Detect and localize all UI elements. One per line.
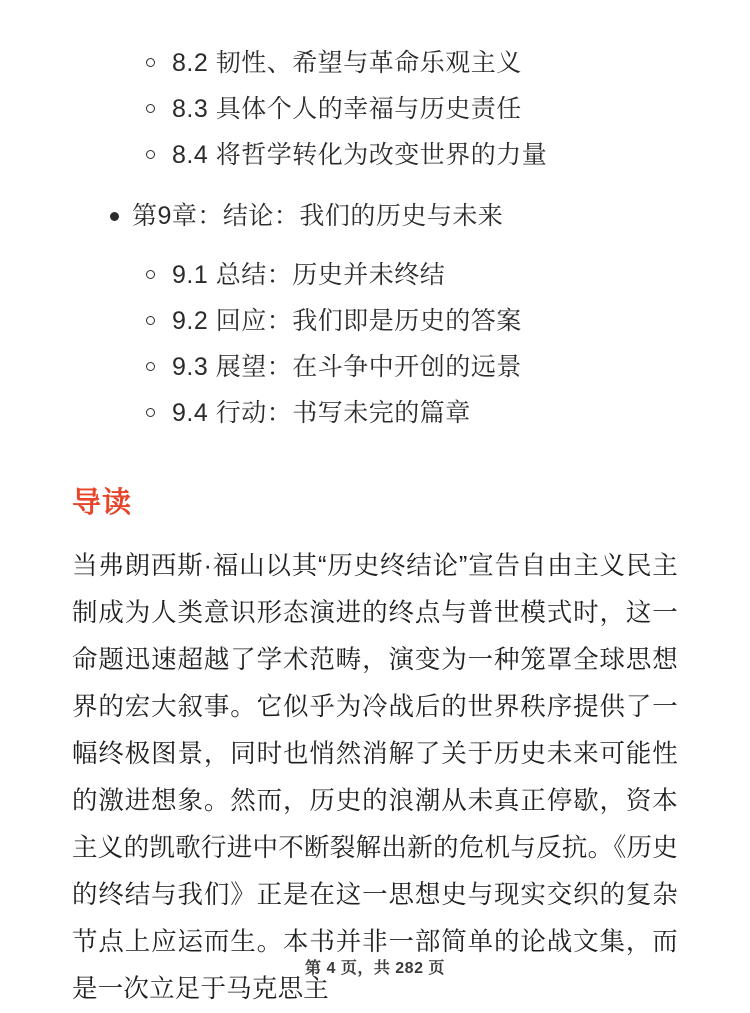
hollow-bullet-icon — [146, 252, 155, 298]
hollow-bullet-icon — [146, 132, 155, 178]
toc-item[interactable] — [72, 344, 678, 390]
page-footer: 第 4 页，共 282 页 — [305, 960, 445, 977]
filled-bullet-icon — [110, 212, 119, 221]
hollow-bullet-icon — [146, 390, 155, 436]
hollow-bullet-icon — [146, 40, 155, 86]
body-paragraph: 当弗朗西斯·福山以其“历史终结论”宣告自由主义民主制成为人类意识形态演进的终点与普世模式时，这一命题迅速超越了学术范畴，演变为一种笼罩全球思想界的宏大叙事。它似乎为冷战后的世界秩序提供了一幅终极图景，同时也悄然消解了关于历史未来可能性的激进想象。然而，历史的浪潮从未真正停歇，资本主义的凯歌行进中不断裂解出新的危机与反抗。《历史的终结与我们》正是在这一思想史与现实交织的复杂节点上应运而生。本书并非一部简单的论战文集，而是一次立足于马克思主 — [72, 552, 678, 1003]
toc-item[interactable] — [72, 86, 678, 132]
toc-item-label: 9.4 行动：书写未完的篇章 — [172, 399, 471, 427]
toc-item-label: 8.4 将哲学转化为改变世界的力量 — [172, 141, 548, 169]
table-of-contents — [72, 40, 678, 436]
toc-item-label: 9.2 回应：我们即是历史的答案 — [172, 307, 522, 335]
toc-item[interactable] — [72, 390, 678, 436]
toc-item-label: 9.3 展望：在斗争中开创的远景 — [172, 353, 522, 381]
section-heading: 导读 — [72, 487, 133, 519]
toc-item-label: 9.1 总结：历史并未终结 — [172, 261, 446, 289]
toc-item-label: 8.3 具体个人的幸福与历史责任 — [172, 95, 522, 123]
toc-item[interactable] — [72, 298, 678, 344]
toc-item[interactable] — [72, 40, 678, 86]
hollow-bullet-icon — [146, 298, 155, 344]
toc-item-label: 8.2 韧性、希望与革命乐观主义 — [172, 49, 522, 77]
hollow-bullet-icon — [146, 86, 155, 132]
toc-item[interactable] — [72, 252, 678, 298]
hollow-bullet-icon — [146, 344, 155, 390]
toc-chapter-label: 第9章：结论：我们的历史与未来 — [132, 202, 504, 230]
toc-chapter-item[interactable] — [72, 192, 678, 240]
toc-item[interactable] — [72, 132, 678, 178]
